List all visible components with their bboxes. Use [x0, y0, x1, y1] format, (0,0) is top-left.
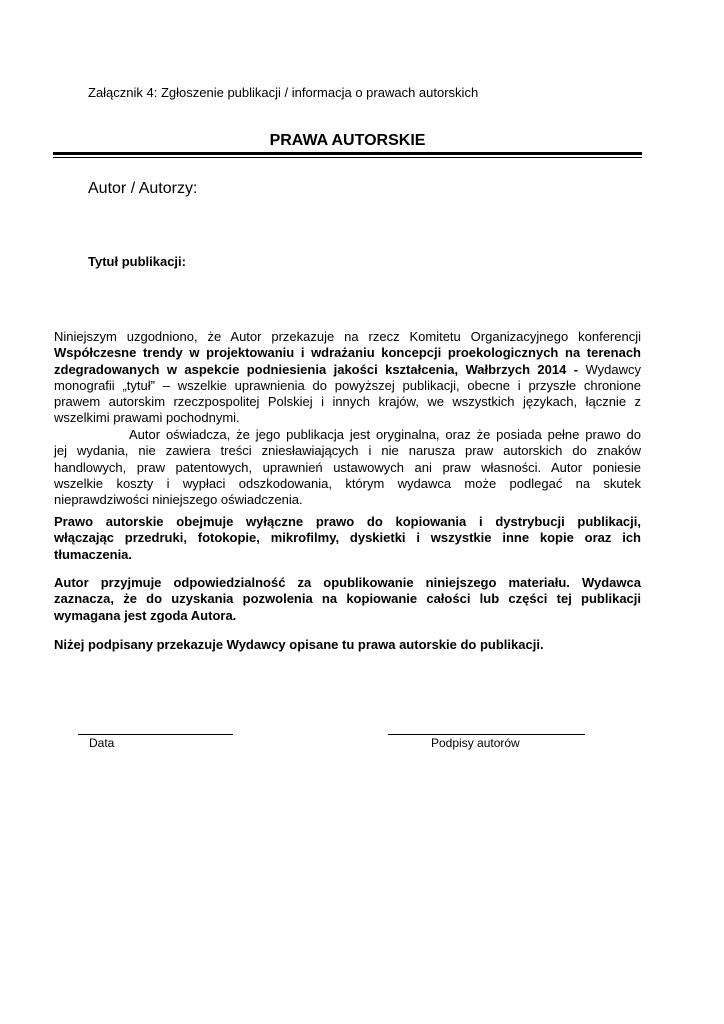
authors-label: Autor / Autorzy:: [88, 180, 198, 197]
paragraph-line: włączając przedruki, fotokopie, mikrofilmy, dyskietki i wszystkie inne kopie oraz ich: [54, 530, 641, 546]
paragraph-line-rest: Wydawcy: [578, 361, 641, 377]
signatures-label: Podpisy autorów: [431, 736, 520, 750]
page-title: PRAWA AUTORSKIE: [269, 132, 426, 149]
conference-name-line: Współczesne trendy w projektowaniu i wdrażaniu koncepcji proekologicznych na terenach: [54, 345, 641, 361]
attachment-note: Załącznik 4: Zgłoszenie publikacji / informacja o prawach autorskich: [88, 85, 479, 100]
paragraph-line: wszelkie koszty i wypłaci odszkodowania, którym wydawca może podlegać na skutek: [54, 475, 641, 491]
paragraph-transfer-statement: Niżej podpisany przekazuje Wydawcy opisane tu prawa autorskie do publikacji.: [54, 637, 544, 652]
paragraph-transfer: [54, 329, 641, 427]
author-signature-line: [388, 734, 585, 735]
paragraph-line: jej wydania, nie zawiera treści zniesławiających i nie narusza praw autorskich do znaków: [54, 443, 641, 459]
paragraph-copyright-scope: [54, 514, 641, 563]
paragraph-line: tłumaczenia.: [54, 546, 133, 562]
publication-title-label: Tytuł publikacji:: [88, 254, 186, 269]
paragraph-line: Autor przyjmuje odpowiedzialność za opublikowanie niniejszego materiału. Wydawca: [54, 575, 641, 590]
paragraph-line: Prawo autorskie obejmuje wyłączne prawo do kopiowania i dystrybucji publikacji,: [54, 514, 641, 529]
title-rule-thin: [53, 157, 642, 158]
paragraph-line: [54, 362, 641, 378]
paragraph-line: monografii „tytuł” – wszelkie uprawnienia do powyższej publikacji, obecne i przyszłe chronione: [54, 377, 641, 393]
paragraph-declaration: [54, 427, 641, 508]
date-label: Data: [89, 736, 115, 750]
paragraph-line: handlowych, praw patentowych, uprawnień ustawowych ani praw własności. Autor poniesie: [54, 459, 641, 475]
paragraph-line: nieprawdziwości niniejszego oświadczenia.: [54, 492, 303, 508]
paragraph-line: wymagana jest zgoda Autora.: [54, 607, 237, 623]
paragraph-line: zaznacza, że do uzyskania pozwolenia na kopiowanie całości lub części tej publikacji: [54, 591, 641, 607]
paragraph-line: wszelkimi prawami pochodnymi.: [54, 410, 240, 426]
title-rule-thick: [53, 152, 642, 155]
conference-name-continued: zdegradowanych w aspekcie podniesienia jakości kształcenia, Wałbrzych 2014 -: [54, 361, 579, 377]
paragraph-line: prawem autorskim rzeczpospolitej Polskiej i innych krajów, we wszystkich językach, łącznie z: [54, 394, 641, 410]
date-signature-line: [78, 734, 233, 735]
paragraph-line: Autor oświadcza, że jego publikacja jest oryginalna, oraz że posiada pełne prawo do: [129, 427, 641, 442]
paragraph-responsibility: [54, 575, 641, 624]
paragraph-line: Niniejszym uzgodniono, że Autor przekazuje na rzecz Komitetu Organizacyjnego konferencji: [54, 329, 641, 344]
